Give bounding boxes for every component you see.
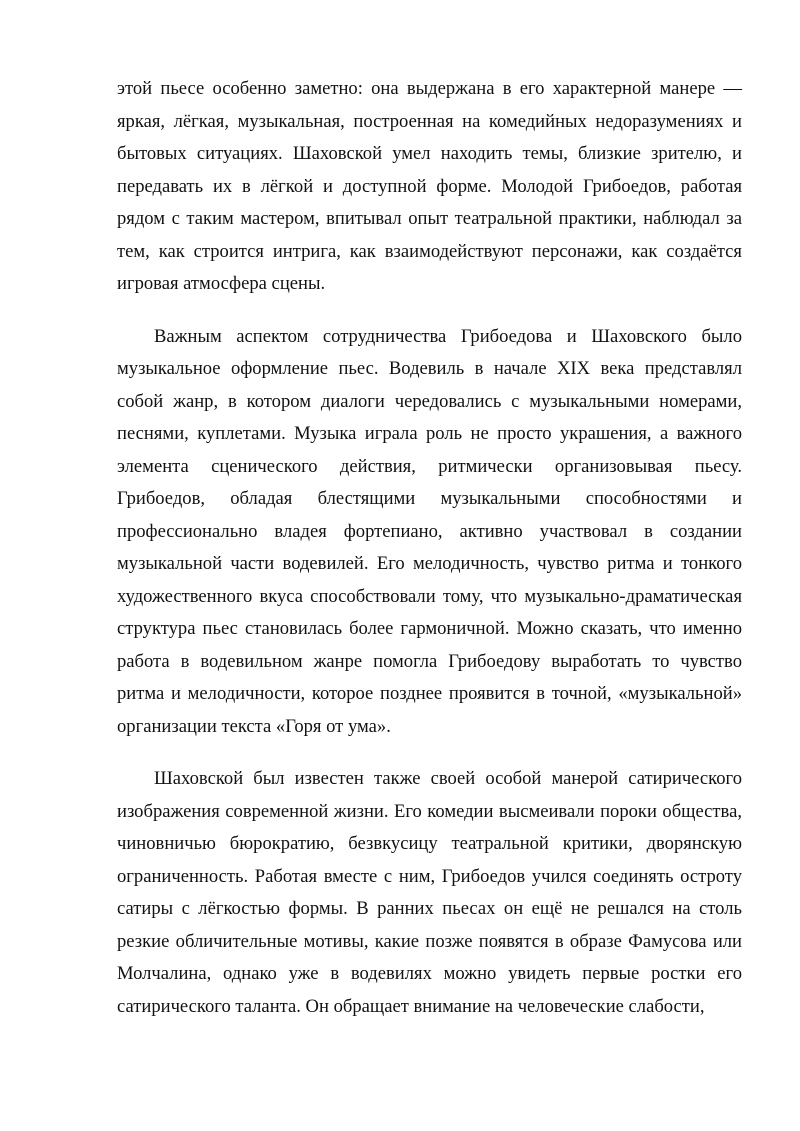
document-body: [117, 73, 742, 1043]
paragraph-satire: Шаховской был известен также своей особой манерой сатирического изображения современной жизни. Его комедии высмеивали пороки общества, чиновничью бюрократию, безвкусицу театральной критики, дворянскую ограниченность. Работая вместе с ним, Грибоедов учился соединять остроту сатиры с лёгкостью формы. В ранних пьесах он ещё не решался на столь резкие обличительные мотивы, какие позже появятся в образе Фамусова или Молчалина, однако уже в водевилях можно увидеть первые ростки его сатирического таланта. Он обращает внимание на человеческие слабости,: [117, 768, 742, 1017]
paragraph-music: Важным аспектом сотрудничества Грибоедова и Шаховского было музыкальное оформление пьес. Водевиль в начале XIX века представлял собой жанр, в котором диалоги чередовались с музыкальными номерами, песнями, куплетами. Музыка играла роль не просто украшения, а важного элемента сценического действия, ритмически организовывая пьесу. Грибоедов, обладая блестящими музыкальными способностями и профессионально владея фортепиано, активно участвовал в создании музыкальной части водевилей. Его мелодичность, чувство ритма и тонкого художественного вкуса способствовали тому, что музыкально-драматическая структура пьес становилась более гармоничной. Можно сказать, что именно работа в водевильном жанре помогла Грибоедову выработать то чувство ритма и мелодичности, которое позднее проявится в точной, «музыкальной» организации текста «Горя от ума».: [117, 325, 742, 737]
paragraph-continuation: этой пьесе особенно заметно: она выдержана в его характерной манере — яркая, лёгкая, музыкальная, построенная на комедийных недоразумениях и бытовых ситуациях. Шаховской умел находить темы, близкие зрителю, и передавать их в лёгкой и доступной форме. Молодой Грибоедов, работая рядом с таким мастером, впитывал опыт театральной практики, наблюдал за тем, как строится интрига, как взаимодействуют персонажи, как создаётся игровая атмосфера сцены.: [117, 78, 742, 294]
